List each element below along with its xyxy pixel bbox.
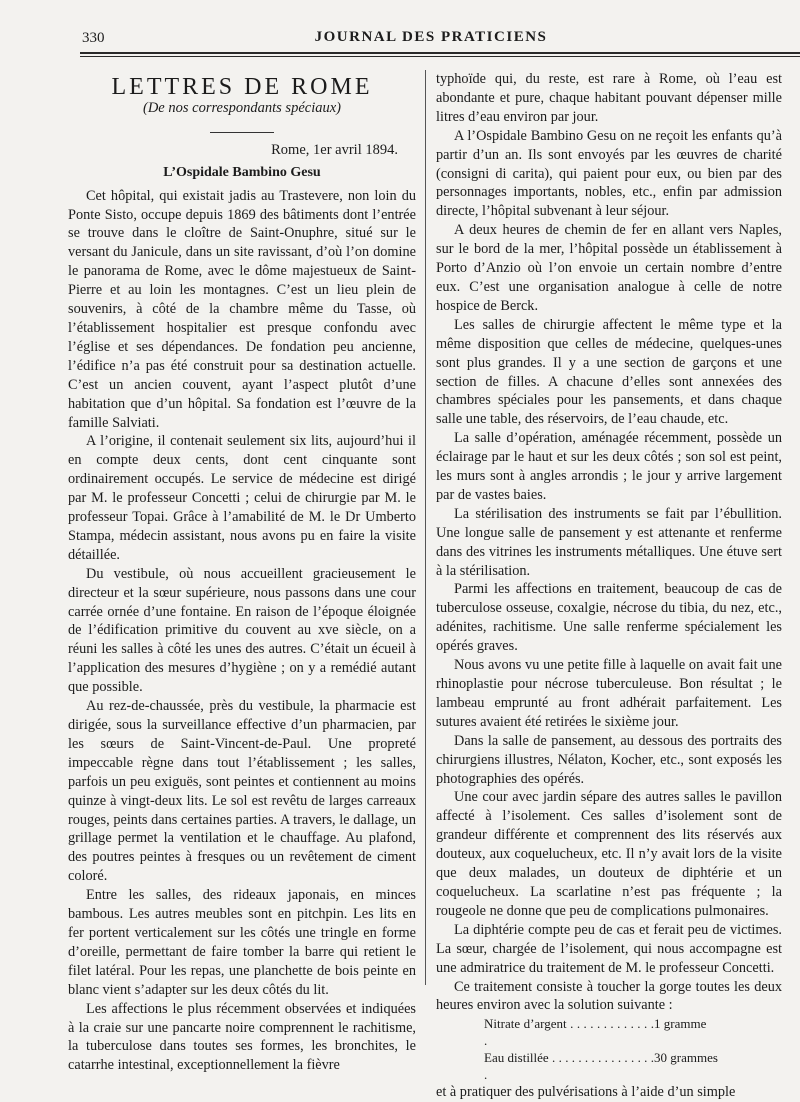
paragraph: Parmi les affections en traitement, beaucoup de cas de tuberculose osseuse, coxalgie, nécrose du tibia, du nez, etc., adénites, rachitisme. Une salle renferme spécialement les opérés graves.	[436, 581, 782, 655]
paragraph: Cet hôpital, qui existait jadis au Trastevere, non loin du Ponte Sisto, occupe depuis 1869 des bâtiments dont l’entrée se trouve dans le cloître de Saint-Onuphre, situé sur le versant du Janicule, dans un site ravissant, d’où l’on domine le panorama de Rome, avec le dôme majestueux de Saint-Pierre et au loin les montagnes. C’est un lieu plein de souvenirs, à côté de la chambre même du Tasse, où l’établissement hospitalier est presque confondu avec l’église et ses dépendances. De fondation peu ancienne, l’édifice n’a pas été construit pour sa destination actuelle. C’est un ancien couvent, ayant l’aspect plutôt d’une habitation que d’un hôpital. Sa fondation est l’œuvre de la famille Salviati.	[68, 187, 416, 431]
paragraph: Nous avons vu une petite fille à laquelle on avait fait une rhinoplastie pour nécrose tuberculeuse. Bon résultat ; le lambeau emprunté au front adhérait parfaitement. Les sutures avaient été retirées le sixième jour.	[436, 657, 782, 730]
title-rule	[210, 132, 274, 133]
paragraph: Les salles de chirurgie affectent le même type et la même disposition que celles de médecine, quelques-unes sont plus grandes. Il y a une section de garçons et une section de filles. A chacune d’elles sont annexées des chambres spéciales pour les pansements, et dans chaque salle une table, des réservoirs, de l’eau chaude, etc.	[436, 316, 782, 428]
header-rule	[80, 52, 800, 54]
recipe-quantity: 1 gramme	[654, 1016, 707, 1032]
paragraph: A l’Ospidale Bambino Gesu on ne reçoit les enfants qu’à partir d’un an. Ils sont envoyés par les œuvres de charité (consigni di carita), qui paient pour eux, ou bien par des personnages importants, nobles, etc., enfin par admission directe, l’hôpital subvenant à leur séjour.	[436, 127, 782, 220]
paragraph: La stérilisation des instruments se fait par l’ébullition. Une longue salle de pansement y est attenante et renferme dans des vitrines les instruments métalliques. Une étuve sert à la stérilisation.	[436, 505, 782, 579]
dateline: Rome, 1er avril 1894.	[271, 141, 398, 158]
paragraph: La diphtérie compte peu de cas et ferait peu de victimes. La sœur, chargée de l’isolement, qui nous accompagne est une admiratrice du traitement de M. le professeur Concetti.	[436, 921, 782, 976]
closing-line: et à pratiquer des pulvérisations à l’aide d’un simple	[436, 1084, 736, 1101]
page-header	[62, 22, 800, 56]
recipe-quantity: 30 grammes	[654, 1050, 718, 1066]
paragraph: Une cour avec jardin sépare des autres salles le pavillon affecté à l’isolement. Ces salles d’isolement sont de grandeur différente et comprennent des lits réservés aux douteux, aux coquelucheux, etc. Il n’y avait lors de la visite que deux malades, un douteux de diphtérie et un coquelucheux. La scarlatine n’est pas fréquente ; la rougeole ne donne que peu de complications pulmonaires.	[436, 789, 782, 919]
paragraph: Du vestibule, où nous accueillent gracieusement le directeur et la sœur supérieure, nous passons dans une cour carrée ornée d’une fontaine. En raison de l’époque éloignée de l’édification primitive du couvent au xve siècle, on a réuni les salles à côté les unes des autres. C’était un écueil à l’application des mesures d’hygiène ; on y a remédié autant que possible.	[68, 565, 416, 696]
paragraph: A deux heures de chemin de fer en allant vers Naples, sur le bord de la mer, l’hôpital possède un établissement à Porto d’Anzio où l’on envoie un certain nombre d’entre eux. C’est une organisation analogue à celle de notre hospice de Berck.	[436, 222, 782, 314]
paragraph: typhoïde qui, du reste, est rare à Rome, où l’eau est abondante et pure, chaque habitant pouvant dépenser mille litres d’eau environ par jour.	[436, 71, 782, 125]
paragraph: A l’origine, il contenait seulement six lits, aujourd’hui il en compte deux cents, dont cent cinquante sont ordinairement occupés. Le service de médecine est dirigé par M. le professeur Concetti ; celui de chirurgie par M. le professeur Topai. Grâce à l’amabilité de M. le Dr Umberto Stampa, médecin assistant, nous avons pu en faire la visite détaillée.	[68, 433, 416, 563]
column-divider	[425, 70, 426, 985]
paragraph: La salle d’opération, aménagée récemment, possède un éclairage par le haut et sur les deux côtés ; son sol est peint, les murs sont à angles arrondis ; le jour y arrive largement par de vastes baies.	[436, 430, 782, 503]
paragraph: Entre les salles, des rideaux japonais, en minces bambous. Les autres meubles sont en pitchpin. Les lits en fer portent verticalement sur les côtés une tringle en forme d’oreille, permettant de faire tomber la barre qui retient le filet latéral. Pour les repas, une planchette de bois peinte en blanc vient s’adapter sur les deux côtés du lit.	[68, 887, 416, 998]
recipe-row	[436, 1049, 782, 1083]
paragraph: Les affections le plus récemment observées et indiquées à la craie sur une pancarte noire comprennent le rachitisme, la tuberculose dans toutes ses formes, les bronchites, le catarrhe intestinal, exceptionnellement la fièvre	[68, 1000, 416, 1074]
article-subtitle: (De nos correspondants spéciaux)	[143, 99, 341, 116]
header-rule-thin	[80, 56, 800, 57]
recipe-ingredient: Eau distillée . . . . . . . . . . . . . . . . .	[484, 1050, 654, 1083]
section-heading: L’Ospidale Bambino Gesu	[163, 164, 321, 180]
right-column	[436, 70, 782, 1102]
recipe-ingredient: Nitrate d’argent . . . . . . . . . . . . . .	[484, 1016, 654, 1049]
paragraph: Au rez-de-chaussée, près du vestibule, la pharmacie est dirigée, sous la surveillance effective d’un pharmacien, par les sœurs de Saint-Vincent-de-Paul. Une propreté impeccable règne dans tout l’établissement ; les salles, parfois un peu exiguës, sont peintes et contiennent au moins quinze à vingt-deux lits. Le sol est revêtu de larges carreaux rouges, peints dans certaines parties. A travers, le dallage, un grillage permet la ventilation et le chauffage. Au plafond, des poutres peintes à fresques ou un revêtement de ciment coloré.	[68, 698, 416, 885]
paragraph: Ce traitement consiste à toucher la gorge toutes les deux heures environ avec la solution suivante :	[436, 978, 782, 1014]
page-number: 330	[82, 30, 105, 46]
left-column	[68, 70, 416, 1075]
paragraph: Dans la salle de pansement, au dessous des portraits des chirurgiens illustres, Nélaton, Kocher, etc., sont exposés les photographies des opérés.	[436, 732, 782, 787]
article-title: LETTRES DE ROME	[111, 74, 373, 100]
running-title: JOURNAL DES PRATICIENS	[314, 29, 548, 45]
recipe-row	[436, 1015, 782, 1049]
